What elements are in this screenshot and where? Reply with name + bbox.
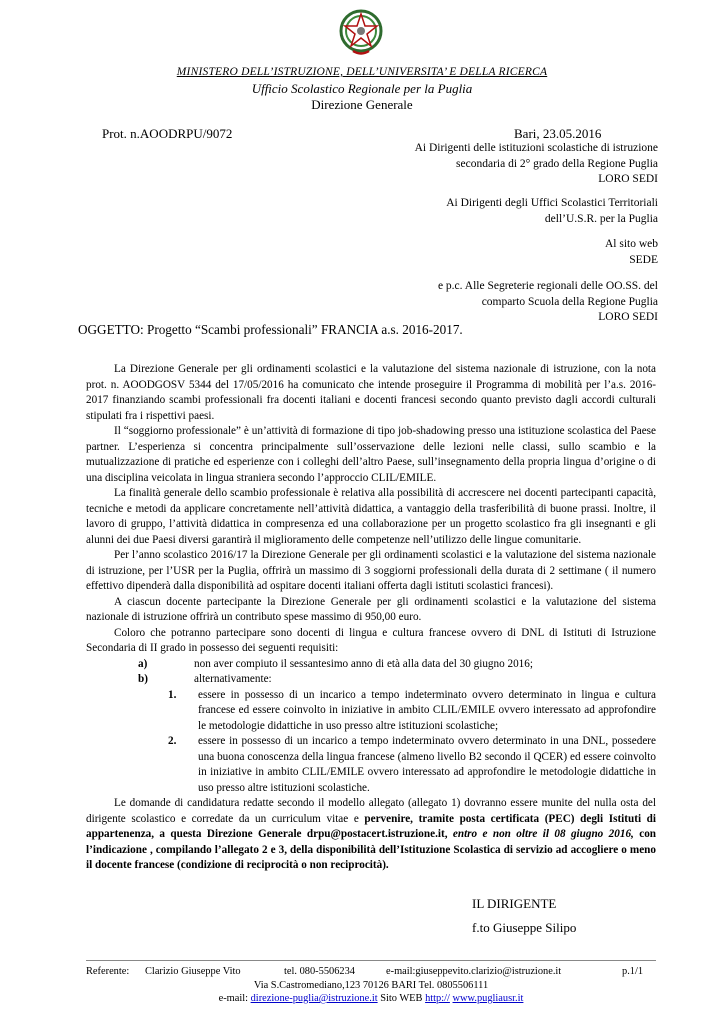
signature-name: f.to Giuseppe Silipo [472,920,577,935]
deadline-availability-text: con l’indicazione , compilando l’allegato 2 e 3, della disponibilità dell’Istituzione Scolastica di servizio ad accogliere o meno il docente francese (condizione di reciprocità o non reciprocità). [86,828,657,871]
paragraph: Il “soggiorno professionale” è un’attività di formazione di tipo job-shadowing presso una istituzione scolastica del Paese partner. L’esperienza si concentra principalmente sull’osservazione delle lezioni nelle classi, sullo scambio e la mutualizzazione di pratiche ed esperienze con i colleghi dell’altro Paese, sull’insegnamento della propria lingua d’origine o di una disciplina veicolata in lingua straniera secondo l’approccio CLIL/EMILE. [86,425,656,484]
footer-address: Via S.Castromediano,123 70126 BARI Tel. 0805506111 [253,980,489,991]
requirement-text: essere in possesso di un incarico a tempo indeterminato ovvero determinato in lingua e cultura francese ed essere coinvolto in iniziative in ambito CLIL/EMILE ovvero interessato ad approfondire le metodologie didattiche in uso presso altre istituzioni scolastiche; [198,688,656,732]
paragraph: La Direzione Generale per gli ordinamenti scolastici e la valutazione del sistema nazionale di istruzione, con la nota prot. n. AOODGOSV 5344 del 17/05/2016 ha comunicato che intende proseguire il Programma di mobilità per l’a.s. 2016-2017 finanziando scambi professionali fra docenti italiani e docenti francesi secondo quanto previsto dagli accordi culturali stipulati fra i rispettivi paesi. [86,363,656,422]
requirement-item [86,657,656,673]
list-marker: b) [138,673,148,685]
footer-referente-name: Clarizio Giuseppe Vito [145,966,241,977]
letter-body [86,362,656,874]
paragraph: Coloro che potranno partecipare sono docenti di lingua e cultura francese ovvero di DNL di Istituti di Istruzione Secondaria di II grado in possesso dei seguenti requisiti: [86,626,656,654]
deadline-text: Le domande di candidatura redatte secondo il modello allegato (allegato 1) dovranno essere munite del nulla osta del dirigente scolastico e corredate da un curriculum vitae e [86,797,656,825]
footer-divider [86,960,656,961]
recipient-line: secondaria di 2° grado della Regione Puglia [456,157,658,170]
recipient-line: e p.c. Alle Segreterie regionali delle OO.SS. del [437,280,658,292]
recipient-line: LORO SEDI [598,311,658,323]
recipient-line: dell’U.S.R. per la Puglia [544,212,658,225]
footer-phone: tel. 080-5506234 [284,966,355,977]
footer-site-link[interactable]: www.pugliausr.it [452,993,524,1004]
recipient-line: SEDE [629,253,658,266]
requirement-subitem [86,734,656,796]
paragraph-deadline [86,796,656,874]
recipient-line: Ai Dirigenti delle istituzioni scolastiche di istruzione [414,142,658,154]
recipient-line: Al sito web [604,238,658,250]
signature-title: IL DIRIGENTE [472,896,557,911]
recipient-line: LORO SEDI [598,173,658,185]
footer-email-link[interactable]: direzione-puglia@istruzione.it [250,993,378,1004]
protocol-number: Prot. n.AOODRPU/9072 [102,126,233,141]
requirement-subitem [86,688,656,735]
footer-page-number: p.1/1 [622,966,644,977]
requirement-text: alternativamente: [194,673,272,685]
list-marker: 1. [168,688,177,701]
recipient-block-offices [446,196,658,227]
requirement-text: essere in possesso di un incarico a tempo indeterminato ovvero determinato in una DNL, possedere una buona conoscenza della lingua francese (almeno livello B2 secondo il QCER) ed essere coinvolto in iniziative in ambito CLIL/EMILE ovvero interessato ad approfondire le metodologie didattiche in uso presso altre istituzioni scolastiche. [198,735,656,794]
recipient-line: comparto Scuola della Regione Puglia [481,295,658,308]
paragraph: Per l’anno scolastico 2016/17 la Direzione Generale per gli ordinamenti scolastici e la valutazione del sistema nazionale di istruzione, per l’USR per la Puglia, offrirà un massimo di 3 soggiorni professionali della durata di 2 settimane ( il numero effettivo dipenderà dalla disponibilità ad ospitare docenti italiani offerta dagli istituti scolastici francesi). [86,549,656,592]
deadline-pec-text: pervenire, tramite posta certificata (PEC) degli Istituti di appartenenza, a questa Direzione Generale drpu@postacert.istruzione.it, [86,812,656,840]
ministry-name: MINISTERO DELL’ISTRUZIONE, DELL’UNIVERSITA’ E DELLA RICERCA [176,66,548,78]
footer-email-label: e-mail: [218,993,251,1004]
paragraph: A ciascun docente partecipante la Direzione Generale per gli ordinamenti scolastici e la valutazione del sistema nazionale di istruzione offrirà un contributo spese massimo di 950,00 euro. [86,595,656,623]
requirement-item [86,672,656,688]
requirement-text: non aver compiuto il sessantesimo anno di età alla data del 30 giugno 2016; [194,657,533,670]
list-marker: a) [138,657,148,670]
recipient-block-website [605,237,658,268]
office-name: Ufficio Scolastico Regionale per la Puglia [251,81,473,96]
direction-name: Direzione Generale [311,97,413,112]
footer-site-link-protocol[interactable]: http:// [425,993,450,1004]
deadline-date: entro e non oltre il 08 giugno 2016, [447,828,634,840]
place-date: Bari, 23.05.2016 [514,126,602,141]
recipient-line: Ai Dirigenti degli Uffici Scolastici Territoriali [446,197,658,209]
footer-site-label: Sito WEB [377,993,426,1004]
recipient-block-schools [415,141,658,188]
italian-republic-emblem-icon [339,6,383,58]
footer-email: e-mail:giuseppevito.clarizio@istruzione.it [386,966,562,977]
subject-line: OGGETTO: Progetto “Scambi professionali” FRANCIA a.s. 2016-2017. [78,322,463,337]
list-marker: 2. [168,735,177,747]
footer-links-row [86,993,656,1004]
paragraph: La finalità generale dello scambio professionale è relativa alla possibilità di accrescere nei docenti partecipanti capacità, tecniche e metodi da applicare concretamente nell’attività didattica, a vantaggio della trasferibilità di buone prassi. Inoltre, il lavoro di gruppo, l’attività didattica in compresenza ed una collaborazione per un progetto scolastico fra gli insegnanti e gli alunni dei due Paesi diversi garantirà il miglioramento delle competenze nell’utilizzo delle lingue comunitarie. [86,487,656,546]
footer-referente-label: Referente: [86,966,130,977]
recipient-block-unions [438,279,658,326]
footer-contact-row [86,966,656,980]
